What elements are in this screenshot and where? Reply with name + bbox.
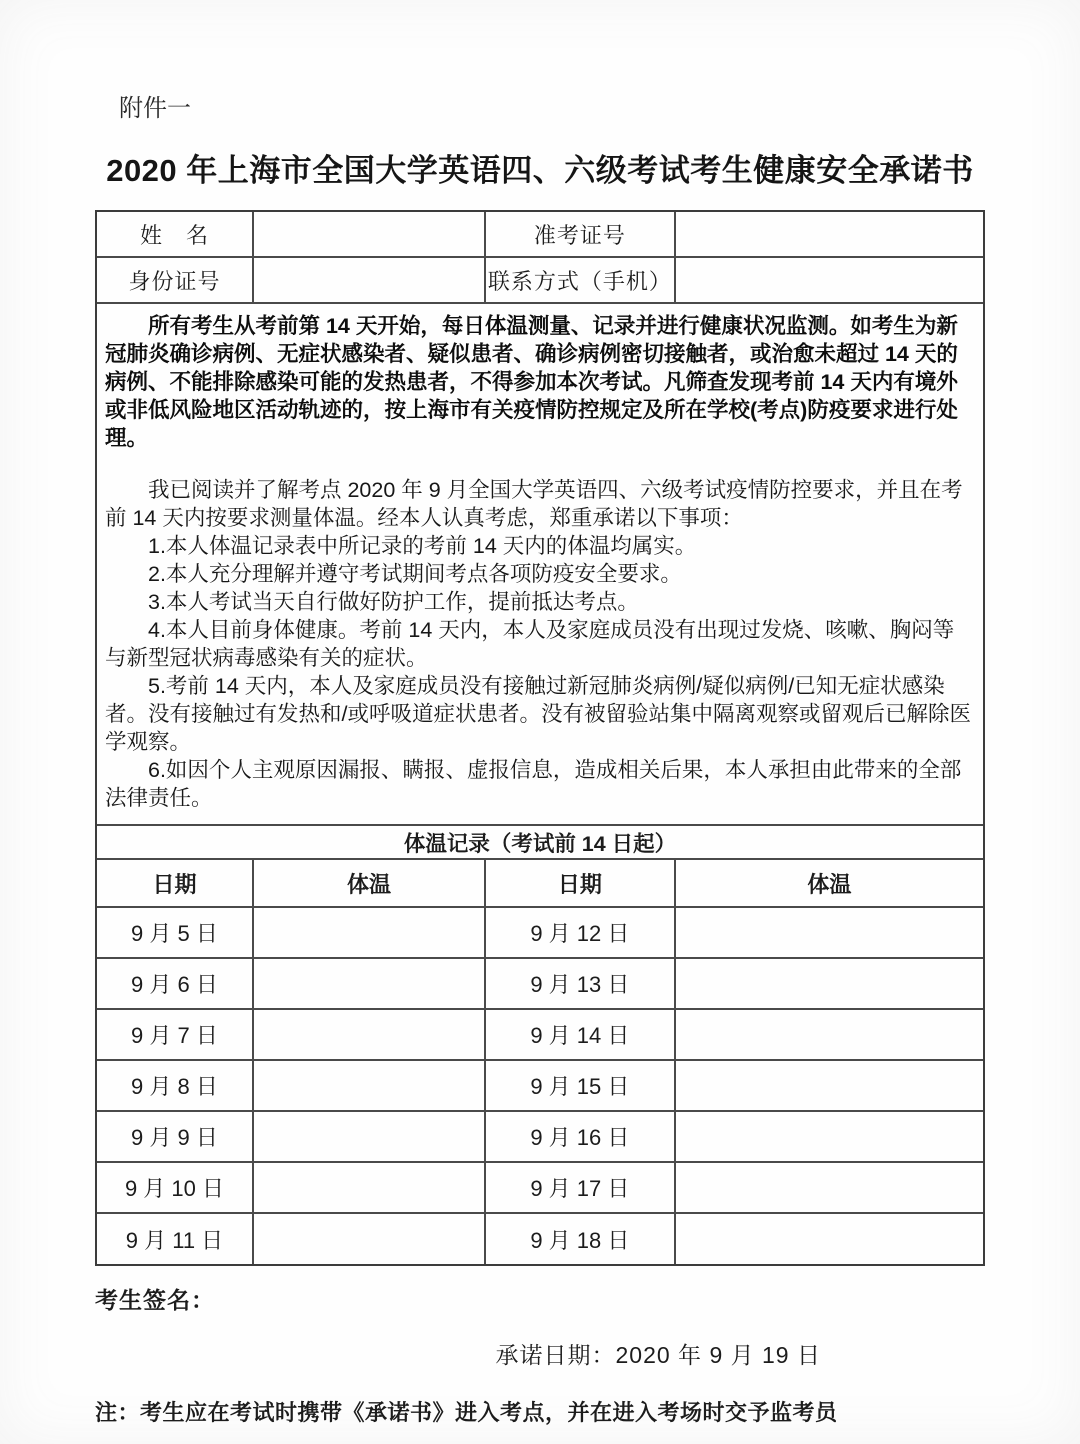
temp-cell bbox=[253, 1060, 485, 1111]
commitment-item-1: 1.本人体温记录表中所记录的考前 14 天内的体温均属实。 bbox=[148, 534, 697, 558]
temp-cell bbox=[675, 1009, 983, 1060]
temp-cell bbox=[675, 1213, 983, 1264]
temp-cell bbox=[675, 907, 983, 958]
admission-ticket-field bbox=[675, 212, 983, 257]
table-row bbox=[97, 1111, 983, 1162]
date-cell: 9 月 11 日 bbox=[97, 1213, 253, 1264]
commitment-form bbox=[95, 210, 985, 1266]
name-field bbox=[253, 212, 485, 257]
temp-cell bbox=[675, 1060, 983, 1111]
attachment-label: 附件一 bbox=[119, 95, 191, 122]
temperature-table bbox=[97, 858, 983, 1264]
table-row bbox=[97, 907, 983, 958]
date-cell: 9 月 17 日 bbox=[485, 1162, 675, 1213]
table-row bbox=[97, 1213, 983, 1264]
table-row bbox=[97, 1009, 983, 1060]
commitment-item-5: 5.考前 14 天内，本人及家庭成员没有接触过新冠肺炎病例/疑似病例/已知无症状感染者。没有接触过有发热和/或呼吸道症状患者。没有被留验站集中隔离观察或留观后已解除医学观察。 bbox=[105, 674, 971, 754]
temp-cell bbox=[675, 1162, 983, 1213]
signature-label: 考生签名： bbox=[95, 1287, 215, 1313]
table-row bbox=[97, 958, 983, 1009]
temp-cell bbox=[253, 1162, 485, 1213]
temp-header: 体温 bbox=[253, 859, 485, 907]
id-number-label: 身份证号 bbox=[97, 257, 253, 302]
date-cell: 9 月 7 日 bbox=[97, 1009, 253, 1060]
date-cell: 9 月 13 日 bbox=[485, 958, 675, 1009]
admission-ticket-label: 准考证号 bbox=[485, 212, 675, 257]
phone-field bbox=[675, 257, 983, 302]
page-title: 2020 年上海市全国大学英语四、六级考试考生健康安全承诺书 bbox=[106, 153, 974, 188]
temp-header: 体温 bbox=[675, 859, 983, 907]
date-cell: 9 月 6 日 bbox=[97, 958, 253, 1009]
info-table bbox=[97, 212, 983, 302]
phone-label: 联系方式（手机） bbox=[485, 257, 675, 302]
temp-cell bbox=[253, 907, 485, 958]
date-header: 日期 bbox=[485, 859, 675, 907]
notice-intro-paragraph: 我已阅读并了解考点 2020 年 9 月全国大学英语四、六级考试疫情防控要求，并且在考前 14 天内按要求测量体温。经本人认真考虑，郑重承诺以下事项： bbox=[105, 478, 963, 530]
commitment-date: 承诺日期：2020 年 9 月 19 日 bbox=[495, 1342, 821, 1368]
date-cell: 9 月 15 日 bbox=[485, 1060, 675, 1111]
temperature-record-title: 体温记录（考试前 14 日起） bbox=[97, 824, 983, 858]
temp-cell bbox=[675, 1111, 983, 1162]
table-row bbox=[97, 1162, 983, 1213]
notice-block bbox=[97, 302, 983, 824]
commitment-item-4: 4.本人目前身体健康。考前 14 天内，本人及家庭成员没有出现过发烧、咳嗽、胸闷等与新型冠状病毒感染有关的症状。 bbox=[105, 618, 955, 670]
date-header: 日期 bbox=[97, 859, 253, 907]
temp-cell bbox=[253, 1111, 485, 1162]
temp-cell bbox=[675, 958, 983, 1009]
date-cell: 9 月 12 日 bbox=[485, 907, 675, 958]
commitment-item-6: 6.如因个人主观原因漏报、瞒报、虚报信息，造成相关后果，本人承担由此带来的全部法律责任。 bbox=[105, 758, 962, 810]
table-row bbox=[97, 1060, 983, 1111]
info-row bbox=[97, 257, 983, 302]
temperature-header-row bbox=[97, 859, 983, 907]
footer-note: 注：考生应在考试时携带《承诺书》进入考点，并在进入考场时交予监考员 bbox=[95, 1400, 838, 1425]
date-cell: 9 月 14 日 bbox=[485, 1009, 675, 1060]
temp-cell bbox=[253, 1009, 485, 1060]
info-row bbox=[97, 212, 983, 257]
commitment-item-2: 2.本人充分理解并遵守考试期间考点各项防疫安全要求。 bbox=[148, 562, 682, 586]
id-number-field bbox=[253, 257, 485, 302]
date-cell: 9 月 5 日 bbox=[97, 907, 253, 958]
date-cell: 9 月 10 日 bbox=[97, 1162, 253, 1213]
date-cell: 9 月 18 日 bbox=[485, 1213, 675, 1264]
date-cell: 9 月 16 日 bbox=[485, 1111, 675, 1162]
temp-cell bbox=[253, 1213, 485, 1264]
name-label: 姓 名 bbox=[97, 212, 253, 257]
date-cell: 9 月 8 日 bbox=[97, 1060, 253, 1111]
temp-cell bbox=[253, 958, 485, 1009]
notice-bold-paragraph: 所有考生从考前第 14 天开始，每日体温测量、记录并进行健康状况监测。如考生为新冠肺炎确诊病例、无症状感染者、疑似患者、确诊病例密切接触者，或治愈未超过 14 天的病例、不能排除感染可能的发热患者，不得参加本次考试。凡筛查发现考前 14 天内有境外或非低风险地区活动轨迹的，按上海市有关疫情防控规定及所在学校(考点)防疫要求进行处理。 bbox=[105, 314, 958, 450]
commitment-item-3: 3.本人考试当天自行做好防护工作，提前抵达考点。 bbox=[148, 590, 639, 614]
date-cell: 9 月 9 日 bbox=[97, 1111, 253, 1162]
